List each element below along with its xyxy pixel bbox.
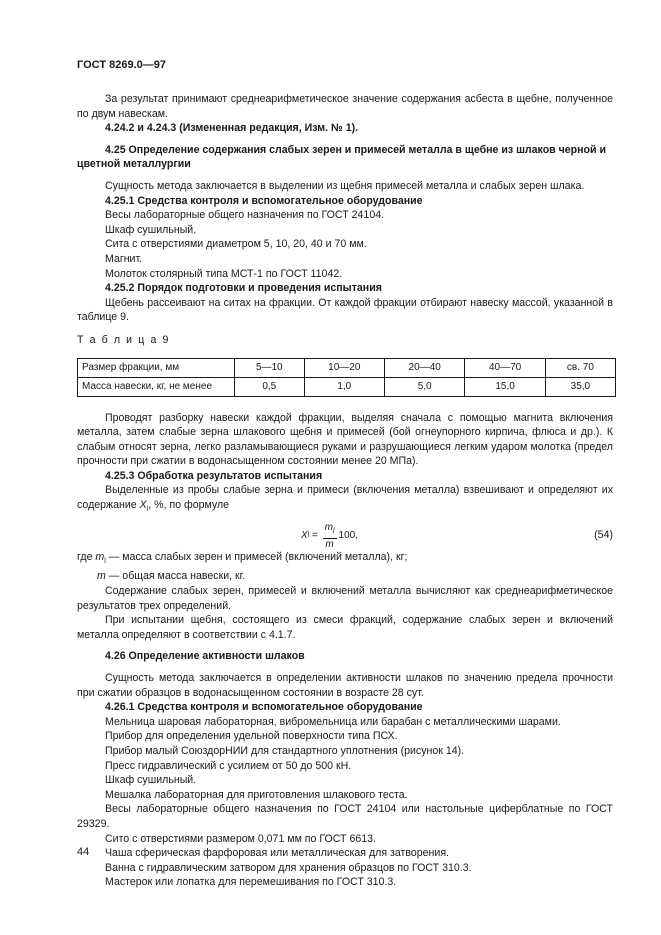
- equipment-item: Пресс гидравлический с усилием от 50 до 500 кН.: [105, 759, 352, 772]
- paragraph: Сущность метода заключается в выделении из щебня примесей металла и слабых зерен шлака.: [105, 179, 585, 192]
- where-line: где $m_l$ — масса слабых зерен и примесей (включений металла), кг;: [77, 550, 408, 565]
- subsection-heading-4-25-3: 4.25.3 Обработка результатов испытания: [105, 469, 323, 482]
- equipment-item: Прибор для определения удельной поверхности типа ПСХ.: [105, 730, 398, 743]
- equipment-item: Чаша сферическая фарфоровая или металлическая для затворения.: [105, 847, 449, 860]
- paragraph: Содержание слабых зерен, примесей и включений металла вычисляют как среднеарифметическое результатов трех определений.: [77, 585, 613, 612]
- equipment-item: Молоток столярный типа МСТ-1 по ГОСТ 11042.: [105, 267, 343, 280]
- equipment-item: Весы лабораторные общего назначения по ГОСТ 24104.: [105, 209, 385, 222]
- table-cell: 5,0: [384, 377, 464, 396]
- section-heading-4-26: 4.26 Определение активности шлаков: [105, 650, 305, 663]
- table-row: [78, 358, 616, 377]
- equipment-item: Мастерок или лопатка для перемешивания по ГОСТ 310.3.: [105, 876, 397, 889]
- fraction-table: [77, 358, 616, 397]
- table-cell: 20—40: [384, 358, 464, 377]
- table-caption: Т а б л и ц а 9: [77, 333, 170, 346]
- formula-expression: X l = $\frac{m_l}{m}$ 100,: [301, 521, 359, 550]
- table-cell: 1,0: [304, 377, 384, 396]
- paragraph: Проводят разборку навески каждой фракции, выделяя сначала с помощью магнита включения металла, затем слабые зерна шлакового щебня и примесей (бой огнеупорного кирпича, флюса и др.). К слабым относят зерна, легко разламывающиеся руками и разрушающиеся легким ударом молотка (предел прочности при сжатии в водонасыщенном состоянии менее 20 МПа).: [77, 411, 613, 468]
- equipment-item: Мельница шаровая лабораторная, вибромельница или барабан с металлическими шарами.: [105, 715, 561, 728]
- subsection-heading-4-25-2: 4.25.2 Порядок подготовки и проведения испытания: [105, 282, 382, 295]
- table-cell: 10—20: [304, 358, 384, 377]
- paragraph: За результат принимают среднеарифметическое значение содержания асбеста в щебне, полученное по двум навескам.: [77, 93, 613, 120]
- equipment-item: Весы лабораторные общего назначения по ГОСТ 24104 или настольные циферблатные по ГОСТ 29329.: [77, 803, 613, 830]
- table-cell: 15,0: [465, 377, 545, 396]
- section-heading-4-25: 4.25 Определение содержания слабых зерен и примесей металла в щебне из шлаков черной и цветной металлургии: [77, 143, 606, 171]
- table-row: [78, 377, 616, 396]
- formula-54: [77, 522, 613, 550]
- equipment-item: Прибор малый СоюздорНИИ для стандартного уплотнения (рисунок 14).: [105, 745, 465, 757]
- document-header: ГОСТ 8269.0—97: [77, 59, 166, 71]
- page-number: 44: [77, 846, 90, 858]
- equipment-item: Мешалка лабораторная для приготовления шлакового теста.: [105, 788, 408, 801]
- paragraph: Сущность метода заключается в определении активности шлаков по значению предела прочности при сжатии образцов в водонасыщенном состоянии в возрасте 28 сут.: [77, 672, 613, 699]
- equipment-item: Магнит.: [105, 252, 143, 265]
- equipment-item: Сита с отверстиями диаметром 5, 10, 20, 40 и 70 мм.: [105, 238, 367, 251]
- equipment-item: Шкаф сушильный.: [105, 774, 197, 787]
- paragraph: Щебень рассеивают на ситах на фракции. От каждой фракции отбирают навеску массой, указанной в таблице 9.: [77, 296, 613, 324]
- subsection-heading-4-26-1: 4.26.1 Средства контроля и вспомогательное оборудование: [105, 701, 423, 714]
- equipment-item: Шкаф сушильный.: [105, 223, 197, 236]
- subsection-heading-4-25-1: 4.25.1 Средства контроля и вспомогательное оборудование: [105, 194, 423, 207]
- table-cell: Масса навески, кг, не менее: [78, 377, 235, 396]
- paragraph: При испытании щебня, состоящего из смеси фракций, содержание слабых зерен и включений металла определяют в соответствии с 4.1.7.: [77, 614, 613, 641]
- table-cell: 0,5: [235, 377, 305, 396]
- page-body: [77, 92, 613, 890]
- equipment-item: Сито с отверстиями размером 0,071 мм по ГОСТ 6613.: [105, 832, 376, 845]
- fraction: $\frac{m_l}{m}$: [324, 521, 335, 550]
- table-cell: 35,0: [545, 377, 615, 396]
- variable-x: X: [139, 499, 147, 512]
- where-line: m — общая масса навески, кг.: [97, 570, 246, 583]
- equation-number: (54): [594, 528, 613, 541]
- table-cell: св. 70: [545, 358, 615, 377]
- equipment-item: Ванна с гидравлическим затвором для хранения образцов по ГОСТ 310.3.: [105, 861, 472, 874]
- table-cell: 40—70: [465, 358, 545, 377]
- table-cell: Размер фракции, мм: [78, 358, 235, 377]
- formula-intro: Выделенные из пробы слабые зерна и примеси (включения металла) взвешивают и определяют их содержание $X_l$, %, по формуле: [77, 484, 613, 514]
- amendment-note: 4.24.2 и 4.24.3 (Измененная редакция, Изм. № 1).: [105, 122, 359, 135]
- table-cell: 5—10: [235, 358, 305, 377]
